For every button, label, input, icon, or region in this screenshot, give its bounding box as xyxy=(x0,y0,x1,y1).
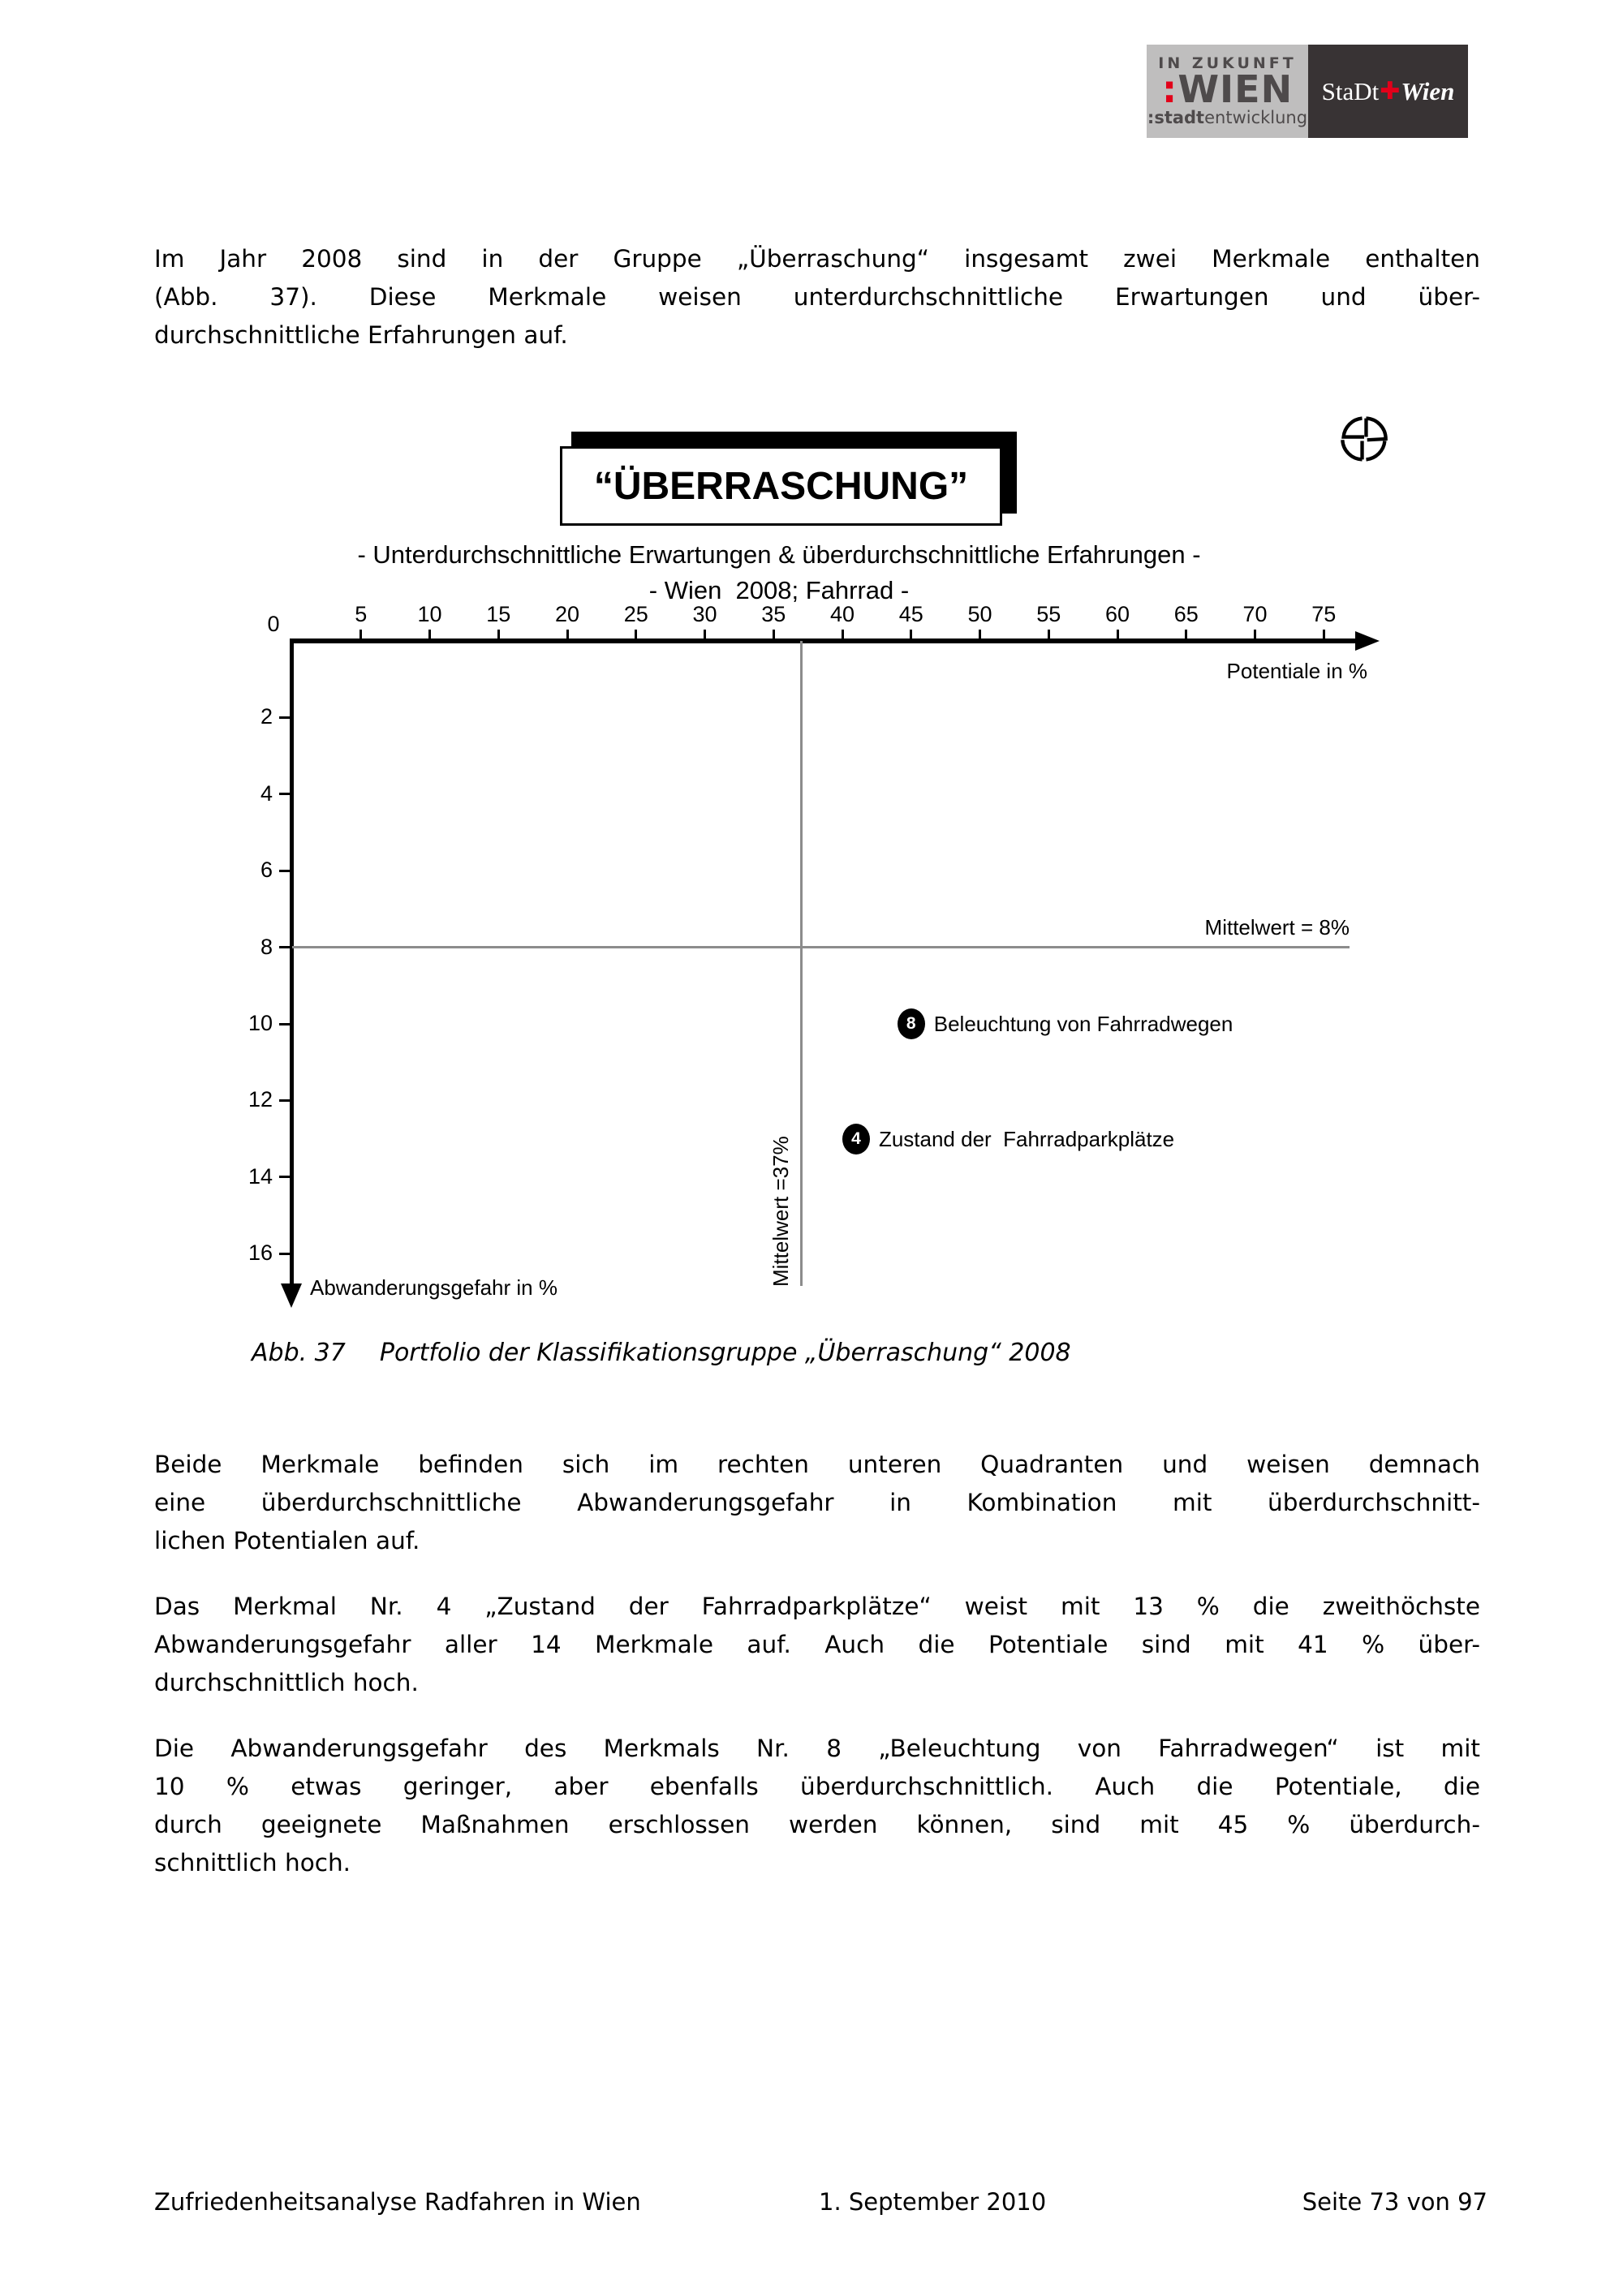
y-axis-tick xyxy=(279,1099,291,1102)
chart-subtitle-2: - Wien 2008; Fahrrad - xyxy=(648,576,910,604)
logo-line-stadtentwicklung: :stadtentwicklung xyxy=(1147,107,1308,127)
x-axis-tick-label: 50 xyxy=(967,602,992,626)
x-axis-tick xyxy=(497,630,500,639)
x-axis-tick xyxy=(359,630,362,639)
x-axis-tick xyxy=(1117,630,1119,639)
y-axis-line xyxy=(290,638,294,1283)
x-axis-tick-label: 30 xyxy=(692,602,717,626)
y-axis-tick xyxy=(279,716,291,719)
y-axis-title: Abwanderungsgefahr in % xyxy=(310,1275,558,1300)
chart-title-box xyxy=(560,446,1002,526)
x-axis-tick-label: 20 xyxy=(554,602,580,626)
body-paragraph-3 xyxy=(154,1730,1480,1882)
y-axis-tick xyxy=(279,1253,291,1255)
text-line: Beide Merkmale befinden sich im rechten unteren Quadranten und weisen demnach xyxy=(154,1451,1480,1478)
y-axis-tick xyxy=(279,1023,291,1025)
x-axis-tick xyxy=(635,630,637,639)
text-line: Im Jahr 2008 sind in der Gruppe „Überraschung“ insgesamt zwei Merkmale enthalten xyxy=(154,245,1480,273)
x-axis-tick xyxy=(1185,630,1187,639)
logo-line-in-zukunft: IN ZUKUNFT xyxy=(1158,54,1297,72)
data-point-label: Zustand der Fahrradparkplätze xyxy=(878,1126,1175,1151)
x-axis-tick xyxy=(842,630,844,639)
text-line: durch geeignete Maßnahmen erschlossen werden können, sind mit 45 % überdurch- xyxy=(154,1811,1480,1838)
y-axis-tick-label: 16 xyxy=(248,1240,273,1266)
mean-x-line xyxy=(800,641,803,1286)
y-axis-tick-label: 10 xyxy=(248,1011,273,1035)
x-axis-tick-label: 5 xyxy=(355,602,368,626)
x-axis-tick xyxy=(1323,630,1325,639)
data-point-label: Beleuchtung von Fahrradwegen xyxy=(933,1012,1233,1036)
data-point-circle: 4 xyxy=(842,1124,870,1154)
x-axis-tick-label: 75 xyxy=(1311,602,1337,626)
x-axis-tick-label: 25 xyxy=(623,602,648,626)
figure-caption xyxy=(252,1339,1071,1367)
x-axis-line xyxy=(290,638,1357,643)
x-axis-tick xyxy=(704,630,706,639)
x-axis-tick xyxy=(773,630,775,639)
figure-caption-text: Portfolio der Klassifikationsgruppe „Überraschung“ 2008 xyxy=(379,1339,1071,1367)
text-line: Abwanderungsgefahr aller 14 Merkmale auf. Auch die Potentiale sind mit 41 % über- xyxy=(154,1631,1480,1658)
y-axis-arrow-icon xyxy=(281,1283,302,1308)
title-box-shadow-top xyxy=(571,432,1017,446)
text-line: durchschnittlich hoch. xyxy=(154,1669,419,1696)
figure-caption-label: Abb. 37 xyxy=(252,1339,346,1367)
body-paragraph-2 xyxy=(154,1588,1480,1702)
y-axis-tick xyxy=(279,1176,291,1178)
red-cross-icon: ✚ xyxy=(1380,78,1401,105)
x-axis-tick xyxy=(566,630,569,639)
y-axis-tick-label: 2 xyxy=(260,704,273,729)
text-line: eine überdurchschnittliche Abwanderungsgefahr in Kombination mit überdurchschnitt- xyxy=(154,1489,1480,1516)
x-axis-tick-label: 40 xyxy=(829,602,855,626)
data-point-circle: 8 xyxy=(898,1008,925,1039)
x-axis-tick-label: 65 xyxy=(1173,602,1199,626)
mean-x-label: Mittelwert =37% xyxy=(768,1136,793,1287)
text-line: Das Merkmal Nr. 4 „Zustand der Fahrradparkplätze“ weist mit 13 % die zweithöchste xyxy=(154,1593,1480,1620)
x-axis-tick xyxy=(910,630,912,639)
y-axis-tick-label: 12 xyxy=(248,1087,273,1112)
text-line: Die Abwanderungsgefahr des Merkmals Nr. 8 „Beleuchtung von Fahrradwegen“ ist mit xyxy=(154,1735,1480,1762)
x-axis-arrow-icon xyxy=(1355,631,1380,651)
x-axis-tick-label: 10 xyxy=(417,602,442,626)
chart-title: “ÜBERRASCHUNG” xyxy=(593,464,969,508)
x-axis-tick-label: 60 xyxy=(1104,602,1130,626)
y-axis-tick xyxy=(279,946,291,948)
title-box-shadow-right xyxy=(1002,432,1017,514)
x-axis-origin-label: 0 xyxy=(267,612,280,636)
footer-document-title: Zufriedenheitsanalyse Radfahren in Wien xyxy=(154,2188,641,2216)
globe-cross-icon xyxy=(1337,414,1391,464)
y-axis-tick-label: 4 xyxy=(260,780,273,806)
x-axis-tick xyxy=(428,630,431,639)
logo-stadt-text: StaDt xyxy=(1321,76,1380,105)
x-axis-tick xyxy=(1254,630,1256,639)
y-axis-tick xyxy=(279,870,291,872)
y-axis-tick-label: 8 xyxy=(260,934,273,959)
x-axis-tick-label: 15 xyxy=(486,602,511,626)
footer-date: 1. September 2010 xyxy=(819,2188,1047,2216)
x-axis-tick xyxy=(979,630,981,639)
text-line: 10 % etwas geringer, aber ebenfalls überdurchschnittlich. Auch die Potentiale, die xyxy=(154,1773,1480,1800)
x-axis-title: Potentiale in % xyxy=(1226,659,1367,683)
chart-subtitle-1: - Unterdurchschnittliche Erwartungen & überdurchschnittliche Erfahrungen - xyxy=(357,540,1201,569)
text-line: lichen Potentialen auf. xyxy=(154,1527,420,1554)
text-line: durchschnittliche Erfahrungen auf. xyxy=(154,321,568,349)
logo-wien-text: Wien xyxy=(1401,76,1455,105)
body-paragraph-1 xyxy=(154,1446,1480,1560)
y-axis-tick xyxy=(279,793,291,795)
mean-y-label: Mittelwert = 8% xyxy=(1204,915,1350,939)
y-axis-tick-label: 6 xyxy=(260,858,273,883)
x-axis-tick xyxy=(1048,630,1050,639)
logo-line-wien: :WIEN xyxy=(1161,67,1294,111)
x-axis-tick-label: 55 xyxy=(1036,602,1061,626)
red-colon-icon: : xyxy=(1161,67,1178,111)
x-axis-tick-label: 70 xyxy=(1242,602,1268,626)
text-line: schnittlich hoch. xyxy=(154,1849,351,1877)
mean-y-line xyxy=(292,946,1350,948)
text-line: (Abb. 37). Diese Merkmale weisen unterdurchschnittliche Erwartungen und über- xyxy=(154,283,1480,311)
footer-page-number: Seite 73 von 97 xyxy=(1302,2188,1487,2216)
x-axis-tick-label: 35 xyxy=(761,602,786,626)
y-axis-tick-label: 14 xyxy=(248,1163,273,1189)
x-axis-tick-label: 45 xyxy=(898,602,923,626)
